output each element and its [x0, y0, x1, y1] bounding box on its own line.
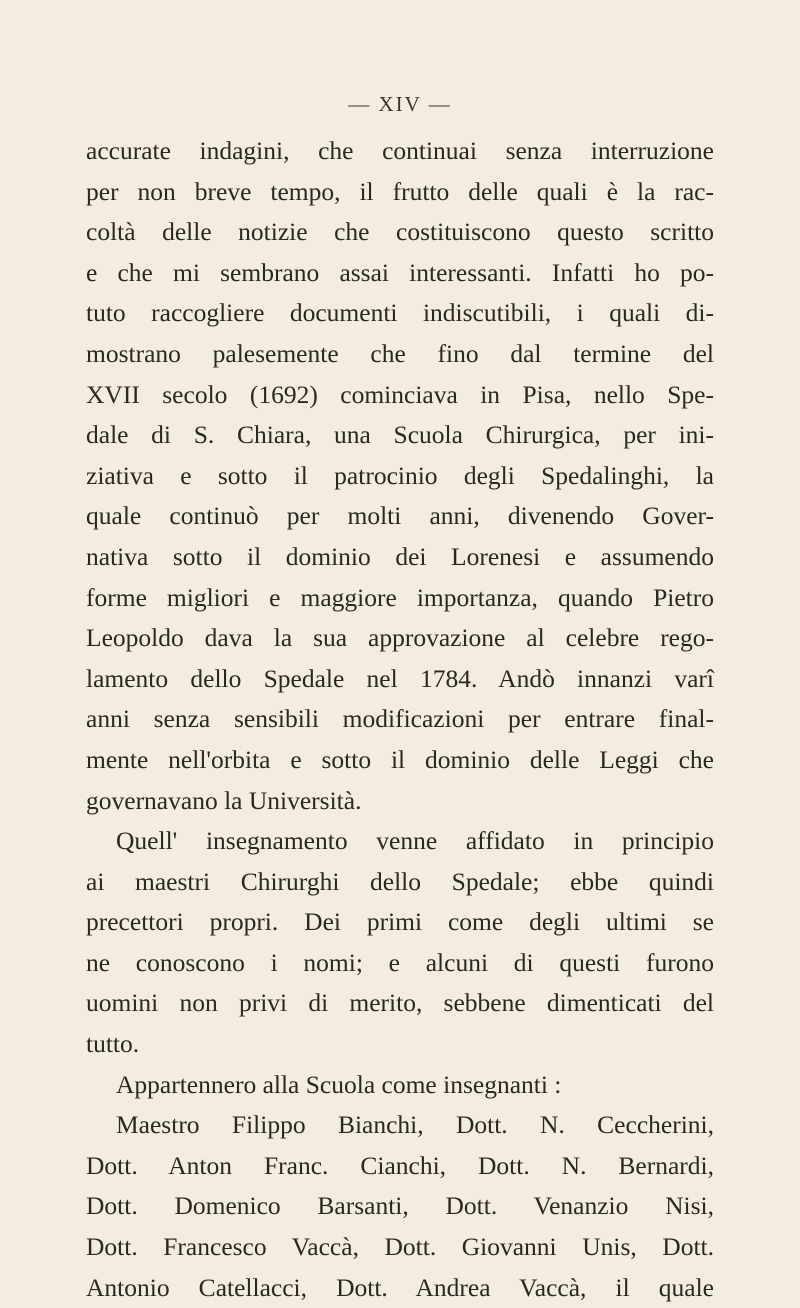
- text-line: forme migliori e maggiore importanza, quando Pietro: [86, 582, 714, 612]
- text-line: e che mi sembrano assai interessanti. Infatti ho po-: [86, 257, 714, 287]
- text-line: Dott. Domenico Barsanti, Dott. Venanzio Nisi,: [86, 1191, 714, 1221]
- text-line: uomini non privi di merito, sebbene dimenticati del: [86, 988, 714, 1018]
- page-number: — XIV —: [348, 92, 452, 116]
- text-line: mostrano palesemente che fino dal termine del: [86, 338, 714, 368]
- text-line: mente nell'orbita e sotto il dominio delle Leggi che: [86, 744, 714, 774]
- text-line: ai maestri Chirurghi dello Spedale; ebbe quindi: [86, 866, 714, 896]
- text-line: governavano la Università.: [86, 785, 362, 815]
- text-line: precettori propri. Dei primi come degli ultimi se: [86, 907, 714, 937]
- text-line: Antonio Catellacci, Dott. Andrea Vaccà, il quale: [86, 1272, 714, 1302]
- text-line: Quell' insegnamento venne affidato in principio: [116, 826, 714, 856]
- text-line: XVII secolo (1692) cominciava in Pisa, nello Spe-: [86, 379, 714, 409]
- text-line: Dott. Francesco Vaccà, Dott. Giovanni Unis, Dott.: [86, 1232, 714, 1262]
- text-line: lamento dello Spedale nel 1784. Andò innanzi varî: [86, 663, 714, 693]
- text-line: nativa sotto il dominio dei Lorenesi e assumendo: [86, 541, 714, 571]
- text-line: tutto.: [86, 1029, 140, 1059]
- text-line: Maestro Filippo Bianchi, Dott. N. Ceccherini,: [116, 1110, 714, 1140]
- text-line: quale continuò per molti anni, divenendo Gover-: [86, 501, 714, 531]
- body-text: [86, 131, 714, 1308]
- text-line: ziativa e sotto il patrocinio degli Spedalinghi, la: [86, 460, 714, 490]
- text-line: Leopoldo dava la sua approvazione al celebre rego-: [86, 623, 714, 653]
- text-line: tuto raccogliere documenti indiscutibili, i quali di-: [86, 298, 714, 328]
- text-line: ne conoscono i nomi; e alcuni di questi furono: [86, 947, 714, 977]
- text-line: accurate indagini, che continuai senza interruzione: [86, 136, 714, 165]
- text-line: Dott. Anton Franc. Cianchi, Dott. N. Bernardi,: [86, 1150, 714, 1180]
- text-line: Appartennero alla Scuola come insegnanti :: [116, 1069, 562, 1099]
- text-line: anni senza sensibili modificazioni per entrare final-: [86, 704, 714, 734]
- text-line: coltà delle notizie che costituiscono questo scritto: [86, 217, 714, 247]
- text-line: per non breve tempo, il frutto delle quali è la rac-: [86, 176, 714, 206]
- text-line: dale di S. Chiara, una Scuola Chirurgica, per ini-: [86, 420, 714, 450]
